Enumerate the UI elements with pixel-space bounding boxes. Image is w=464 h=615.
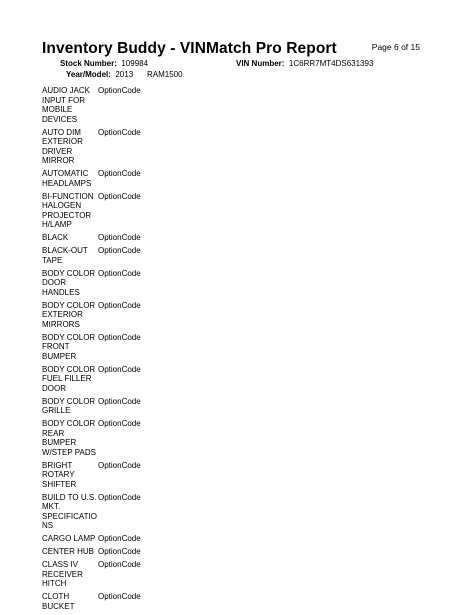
option-row [42,86,162,124]
stock-number [60,59,148,68]
option-list [42,86,162,615]
option-row [42,365,162,394]
option-name: BLACK-OUT TAPE [42,246,88,265]
option-name: BODY COLOR DOOR HANDLES [42,268,96,297]
option-type: OptionCode [98,246,141,255]
option-type: OptionCode [98,332,141,342]
vin-number-label: VIN Number: [236,59,285,68]
option-row [42,128,162,166]
option-name: CARGO LAMP [42,534,96,543]
option-name: AUDIO JACK INPUT FOR MOBILE DEVICES [42,86,91,124]
page-number: Page 6 of 15 [371,42,420,52]
option-row [42,560,162,589]
year-model [66,70,133,79]
option-name: BUILD TO U.S. MKT. SPECIFICATIONS [42,492,97,530]
year-model-label: Year/Model: [66,70,111,79]
option-type: OptionCode [98,460,141,470]
option-row [42,493,162,531]
option-name: BI-FUNCTION HALOGEN PROJECTOR H/LAMP [42,191,94,229]
option-type: OptionCode [98,419,141,428]
option-row [42,592,162,611]
option-type: OptionCode [98,364,141,374]
option-name: BODY COLOR EXTERIOR MIRRORS [42,300,96,329]
option-row [42,461,162,490]
report-title: Inventory Buddy - VINMatch Pro Report [42,40,337,57]
option-row [42,192,162,230]
option-row [42,333,162,362]
option-type: OptionCode [98,169,141,178]
option-row [42,301,162,330]
option-name: CENTER HUB [42,547,95,556]
option-name: AUTO DIM EXTERIOR DRIVER MIRROR [42,127,83,165]
model-value: RAM1500 [147,70,183,79]
option-row [42,233,162,243]
vin-number-value: 1C6RR7MT4DS631393 [288,59,374,68]
option-row [42,269,162,298]
option-type: OptionCode [98,492,141,502]
option-type: OptionCode [98,233,141,242]
option-name: BRIGHT ROTARY SHIFTER [42,460,77,489]
option-row [42,419,162,457]
option-type: OptionCode [98,127,141,137]
option-row [42,246,162,265]
option-name: CLOTH BUCKET [42,592,75,611]
option-type: OptionCode [98,396,141,406]
option-name: BLACK [42,233,69,242]
vin-number [236,59,373,68]
stock-number-value: 109984 [121,59,149,68]
option-name: BODY COLOR FRONT BUMPER [42,332,96,361]
option-type: OptionCode [98,300,141,310]
option-row [42,547,162,557]
option-type: OptionCode [98,86,141,95]
option-row [42,397,162,416]
option-name: BODY COLOR GRILLE [42,396,96,415]
stock-number-label: Stock Number: [60,59,117,68]
year-value: 2013 [115,70,134,79]
option-name: CLASS IV RECEIVER HITCH [42,560,83,588]
option-type: OptionCode [98,560,141,569]
option-name: BODY COLOR FUEL FILLER DOOR [42,364,96,393]
option-row [42,169,162,188]
option-type: OptionCode [98,191,141,201]
option-type: OptionCode [98,592,141,601]
option-type: OptionCode [98,547,141,556]
option-name: BODY COLOR REAR BUMPER W/STEP PADS [42,419,96,457]
option-row [42,534,162,544]
option-name: AUTOMATIC HEADLAMPS [42,169,92,188]
option-type: OptionCode [98,268,141,278]
option-type: OptionCode [98,534,141,543]
